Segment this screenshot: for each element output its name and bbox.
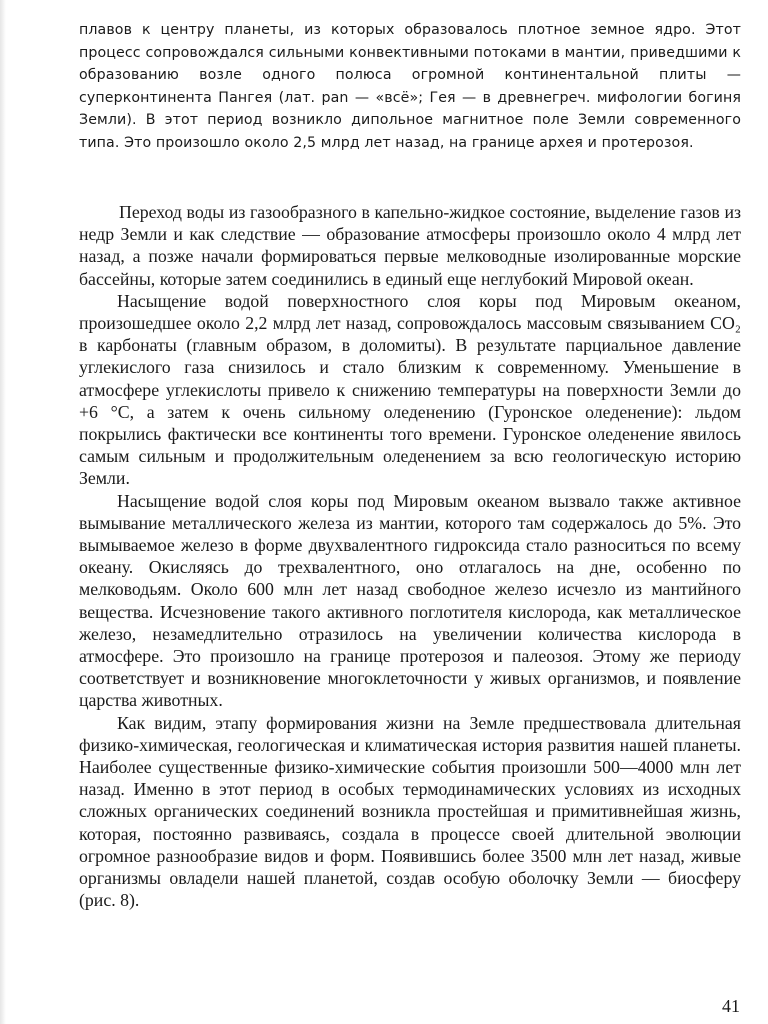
page-number: 41 [722, 996, 740, 1016]
paragraph-life-origin: Как видим, этапу формирования жизни на Земле предшествовала длительная физико-химическая, геологическая и климатическая история развития нашей планеты. Наиболее существенные физико-химические события произошли 500—4000 млн лет назад. Именно в этот период в особых термодинамических условиях из исходных сложных органических соединений возникла простейшая и примитивнейшая жизнь, которая, постоянно развиваясь, создала в процессе своей длительной эволюции огромное разнообразие видов и форм. Появившись более 3500 млн лет назад, живые организмы овладели нашей планетой, создав особую оболочку Земли — биосферу (рис. 8). [79, 712, 741, 911]
page-binding-shadow [0, 0, 6, 1024]
boxed-sidebar-text [79, 19, 741, 155]
paragraph-atmosphere-formation: Переход воды из газообразного в капельно-жидкое состояние, выделение газов из недр Земли и как следствие — образование атмосферы произошло около 4 млрд лет назад, а позже начали формироваться первые мелководные изолированные морские бассейны, которые затем соединились в единый еще неглубокий Мировой океан. [79, 202, 741, 289]
sidebar-paragraph: плавов к центру планеты, из которых образовалось плотное земное ядро. Этот процесс сопровождался сильными конвективными потоками в мантии, приведшими к образованию возле одного полюса огромной континентальной плиты — суперконтинента Пангея (лат. pan — «всё»; Гея — в древнегреч. мифологии богиня Земли). В этот период возникло дипольное магнитное поле Земли современного типа. Это произошло около 2,5 млрд лет назад, на границе архея и протерозоя. [79, 22, 741, 151]
main-text [79, 201, 741, 912]
paragraph-iron-leaching: Насыщение водой слоя коры под Мировым океаном вызвало также активное вымывание металлического железа из мантии, которого там содержалось до 5%. Это вымываемое железо в форме двухвалентного гидроксида стало разноситься по всему океану. Окисляясь до трехвалентного, оно отлагалось на дне, особенно по мелководьям. Около 600 млн лет назад свободное железо исчезло из мантийного вещества. Исчезновение такого активного поглотителя кислорода, как металлическое железо, незамедлительно отразилось на увеличении количества кислорода в атмосфере. Это произошло на границе протерозоя и палеозоя. Этому же периоду соответствует и возникновение многоклеточности у живых организмов, и появление царства животных. [79, 490, 741, 711]
paragraph-huronian-glaciation: Насыщение водой поверхностного слоя коры под Мировым океаном, произошедшее около 2,2 млрд лет назад, сопровождалось массовым связыванием CO₂ в карбонаты (главным образом, в доломиты). В результате парциальное давление углекислого газа снизилось и стало близким к современному. Уменьшение в атмосфере углекислоты привело к снижению температуры на поверхности Земли до +6 °С, а затем к очень сильному оледенению (Гуронское оледенение): льдом покрылись фактически все континенты того времени. Гуронское оледенение явилось самым сильным и продолжительным оледенением за всю геологическую историю Земли. [79, 290, 741, 489]
